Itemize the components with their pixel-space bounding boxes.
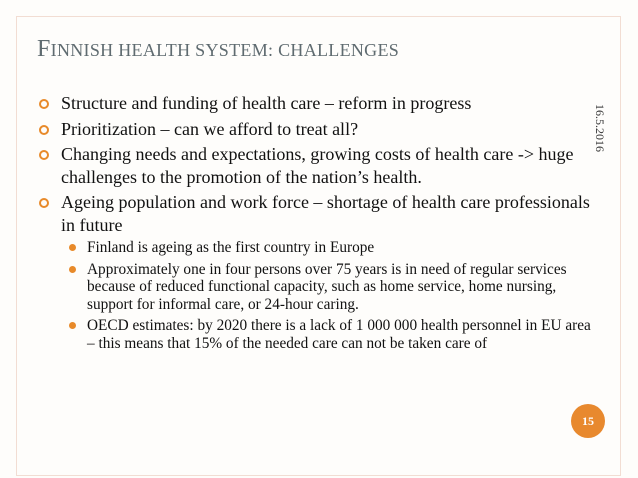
page-number-badge: 15 — [571, 404, 605, 438]
title-rest: INNISH HEALTH SYSTEM: CHALLENGES — [50, 40, 400, 60]
bullet-text: Ageing population and work force – shortage of health care professionals in future — [61, 192, 590, 235]
bullet-text: Structure and funding of health care – reform in progress — [61, 93, 472, 113]
ring-bullet-icon — [39, 125, 49, 135]
slide-title — [37, 36, 399, 63]
bullet-list — [37, 92, 597, 356]
ring-bullet-icon — [39, 99, 49, 109]
ring-bullet-icon — [39, 198, 49, 208]
title-first-letter: F — [37, 36, 51, 62]
dot-bullet-icon — [69, 322, 76, 329]
bullet-text: Prioritization – can we afford to treat all? — [61, 118, 359, 139]
slide-date: 16.5.2016 — [593, 104, 607, 152]
ring-bullet-icon — [39, 150, 49, 160]
dot-bullet-icon — [69, 266, 76, 273]
sub-bullet-text: OECD estimates: by 2020 there is a lack of 1 000 000 health personnel in EU area – this means that 15% of the needed care can not be taken care of — [87, 317, 591, 352]
sub-bullet-item — [37, 317, 597, 352]
bullet-item — [37, 143, 597, 188]
bullet-item — [37, 92, 597, 115]
bullet-item — [37, 118, 597, 141]
sub-bullet-item — [37, 239, 597, 257]
bullet-text: Changing needs and expectations, growing costs of health care -> huge challenges to the promotion of the nation’s health. — [61, 144, 574, 187]
bullet-item — [37, 191, 597, 236]
sub-bullet-item — [37, 261, 597, 314]
sub-bullet-text: Finland is ageing as the first country in Europe — [87, 239, 375, 256]
sub-bullet-text: Approximately one in four persons over 75 years is in need of regular services because of reduced functional capacity, such as home service, home nursing, support for informal care, or 24-hour caring. — [87, 260, 567, 313]
dot-bullet-icon — [69, 244, 76, 251]
